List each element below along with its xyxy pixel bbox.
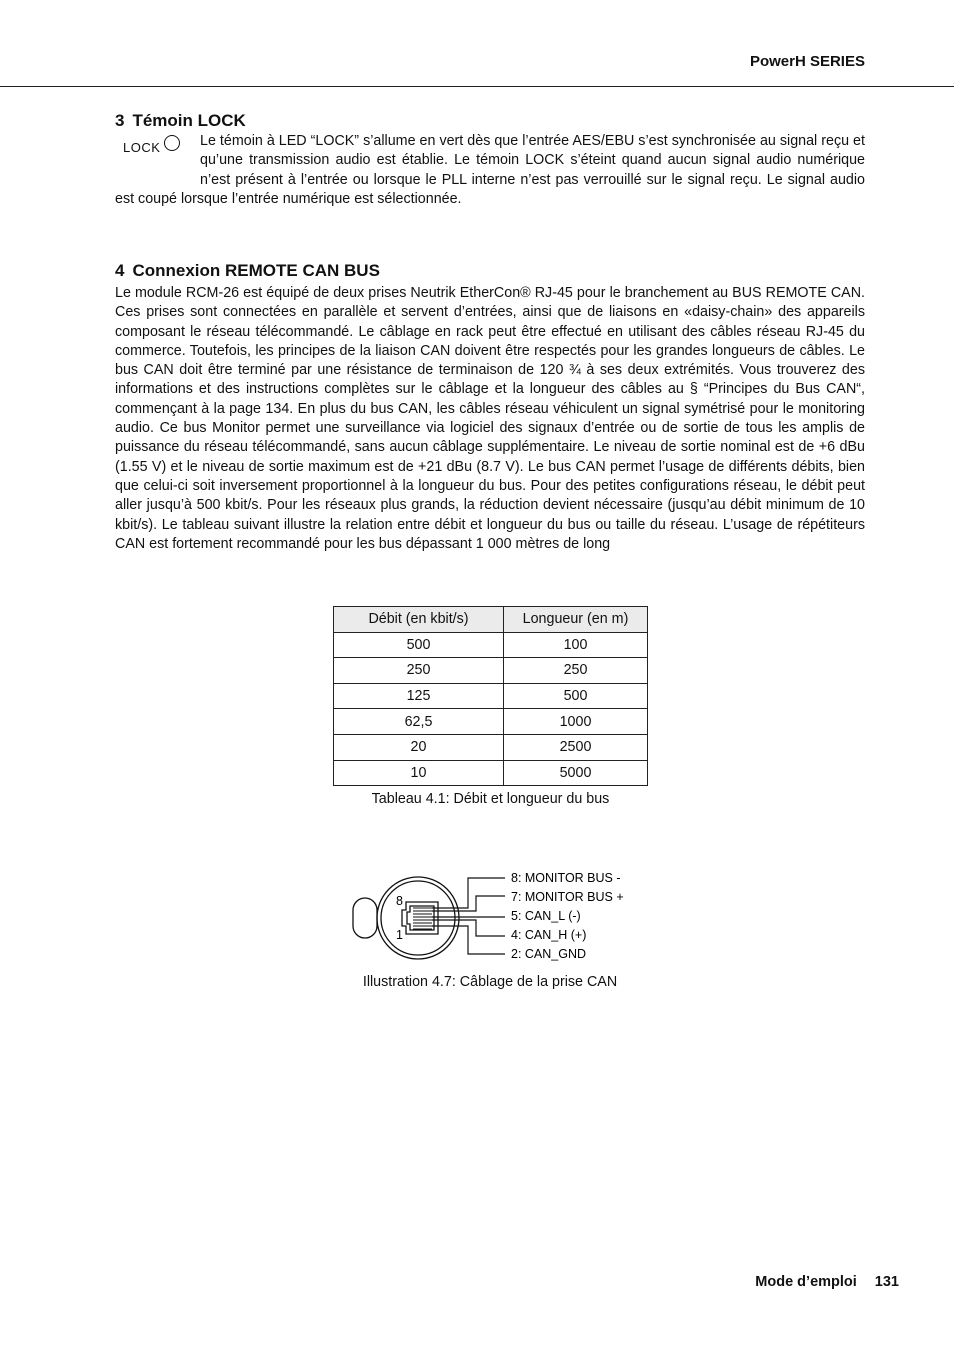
table-cell: 250: [504, 658, 648, 684]
section-heading: [115, 261, 865, 281]
page-number: 131: [874, 1274, 899, 1290]
table-row: [334, 734, 648, 760]
page-footer: [755, 1274, 899, 1290]
pin-label: 7: MONITOR BUS +: [511, 890, 624, 904]
table-row: [334, 683, 648, 709]
table-cell: 250: [334, 658, 504, 684]
section-heading: [115, 111, 865, 131]
pin-label: 5: CAN_L (-): [511, 909, 581, 923]
table-caption: Tableau 4.1: Débit et longueur du bus: [371, 791, 610, 807]
led-circle-icon: [164, 135, 180, 151]
section-number: 4: [115, 261, 125, 280]
table-row: [334, 760, 648, 786]
table-cell: 62,5: [334, 709, 504, 735]
table-row: [334, 632, 648, 658]
section-paragraph: Le témoin à LED “LOCK” s’allume en vert dès que l’entrée AES/EBU s’est synchronisée au signal reçu et qu’une transmission audio est établie. Le témoin LOCK s’éteint quand aucun signal audio numérique n’est présent à l’entrée ou lorsque le PLL interne n’est pas verrouillé sur le signal reçu. Le signal audio est coupé lorsque l’entrée numérique est sélectionnée.: [115, 133, 865, 207]
pin-number-label: 8: [396, 894, 403, 908]
pin-wires: [432, 878, 505, 954]
table-row: [334, 709, 648, 735]
section-title: Connexion REMOTE CAN BUS: [132, 261, 380, 280]
section-paragraph: Le module RCM-26 est équipé de deux prises Neutrik EtherCon® RJ-45 pour le branchement au BUS REMOTE CAN. Ces prises sont connectées en parallèle et servent d’entrées, ainsi que de liaisons en «daisy-chain» des appareils composant le réseau télécommandé. Le câblage en rack peut être effectué en utilisant des câbles réseau RJ-45 du commerce. Toutefois, les principes de la liaison CAN doivent être respectés pour les grandes longueurs de câbles. Le bus CAN doit être terminé par une résistance de terminaison de 120 ¾ à ses deux extrémités. Vous trouverez des informations et des instructions complètes sur le câblage et la longueur des câbles au § “Principes du Bus CAN“, commençant à la page 134. En plus du bus CAN, les câbles réseau véhiculent un signal symétrisé pour le monitoring audio. Ce bus Monitor permet une surveillance via logiciel des signaux d’entrée ou de sortie de tous les amplis de puissance du réseau télécommandé, sans aucun câblage supplémentaire. Le niveau de sortie nominal est de +6 dBu (1.55 V) et le niveau de sortie maximum est de +21 dBu (8.7 V). Le bus CAN permet l’usage de différents débits, bien que celui-ci soit inversement proportionnel à la longueur du bus. Pour des petites configurations réseau, le débit peut aller jusqu’à 500 kbit/s. Pour les réseaux plus grands, la réduction devient nécessaire (jusqu’au débit minimum de 10 kbit/s). Le tableau suivant illustre la relation entre débit et longueur du bus ou taille du réseau. L’usage de répétiteurs CAN est fortement recommandé pour les bus dépassant 1 000 mètres de long: [115, 285, 865, 552]
table-header-cell: Débit (en kbit/s): [334, 607, 504, 633]
table-row: [334, 658, 648, 684]
illustration-caption: Illustration 4.7: Câblage de la prise CAN: [362, 974, 618, 990]
bitrate-table: [333, 606, 648, 786]
table-cell: 5000: [504, 760, 648, 786]
footer-label: Mode d’emploi: [755, 1274, 857, 1290]
section-can-bus: [115, 261, 865, 554]
table-cell: 100: [504, 632, 648, 658]
connector-body-outer: [377, 877, 459, 959]
table-cell: 500: [504, 683, 648, 709]
pin-label: 8: MONITOR BUS -: [511, 871, 621, 885]
table-cell: 1000: [504, 709, 648, 735]
connector-latch: [353, 898, 377, 938]
pin-label: 2: CAN_GND: [511, 947, 587, 961]
table-header-cell: Longueur (en m): [504, 607, 648, 633]
header-rule: [0, 86, 954, 87]
pin-label: 4: CAN_H (+): [511, 928, 587, 942]
table-cell: 20: [334, 734, 504, 760]
table-header-row: [334, 607, 648, 633]
running-header: PowerH SERIES: [749, 53, 865, 70]
section-title: Témoin LOCK: [132, 111, 246, 130]
section-lock: [115, 111, 865, 209]
table-cell: 125: [334, 683, 504, 709]
table-cell: 500: [334, 632, 504, 658]
table-cell: 2500: [504, 734, 648, 760]
connector-body-inner: [381, 881, 455, 955]
lock-led-icon: [115, 132, 200, 172]
lock-icon-label: LOCK: [123, 140, 161, 155]
section-number: 3: [115, 111, 125, 130]
pin-number-label: 1: [396, 928, 403, 942]
table-cell: 10: [334, 760, 504, 786]
can-connector-diagram: [350, 868, 640, 968]
